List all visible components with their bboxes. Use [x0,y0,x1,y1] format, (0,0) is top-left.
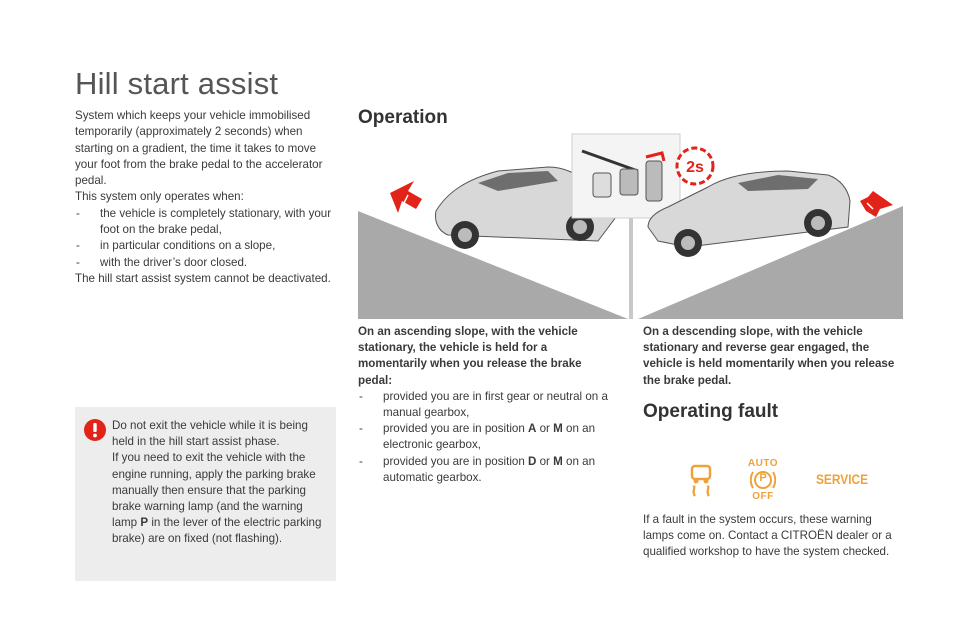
descending-caption: On a descending slope, with the vehicle stationary and reverse gear engaged, the vehicle is held momentarily when you release the brake pedal. [643,325,895,387]
fault-text: If a fault in the system occurs, these warning lamps come on. Contact a CITROËN dealer or a qualified workshop to have the system checked. [643,513,892,559]
page-title: Hill start assist [75,66,279,101]
ascending-item: - provided you are in position A or M on an electronic gearbox, [359,422,596,452]
warning-note [75,407,336,581]
svg-text:2s: 2s [686,159,704,176]
warning-lamps [683,458,883,504]
condition-item: - in particular conditions on a slope, [76,239,276,253]
timer-icon [677,148,713,184]
arrow-icon [390,181,422,213]
intro-text [75,108,335,287]
intro-para-2: This system only operates when: [75,190,244,204]
operation-heading: Operation [358,107,448,128]
intro-para-3: The hill start assist system cannot be deactivated. [75,271,331,285]
pedal-inset [572,134,680,218]
skid-warning-icon [683,463,719,499]
auto-p-off-lamp: AUTO P OFF [747,458,779,502]
operating-fault-heading: Operating fault [643,401,779,422]
service-lamp: SERVICE [816,471,869,487]
condition-item: - with the driver’s door closed. [76,255,248,269]
ascending-item: - provided you are in position D or M on an automatic gearbox. [359,454,596,484]
ascending-caption: On an ascending slope, with the vehicle stationary, the vehicle is held for a momentarily when you release the brake pedal: - provided you are in first gear or neutral on a manual gearbox, - provided you are in position A or M on an electronic gearbox, - provided you are in position D or M on an automatic gearbox. [358,324,618,486]
intro-para-1: System which keeps your vehicle immobilised temporarily (approximately 2 seconds) when starting on a gradient, the time it takes to move your foot from the brake pedal to the accelerator pedal. [75,109,323,188]
warning-note-text: Do not exit the vehicle while it is being held in the hill start assist phase. If you need to exit the vehicle with the engine running, apply the parking brake manually then ensure that the parking brake warning lamp (and the warning lamp P in the lever of the electric parking brake) are on fixed (not flashing). [112,419,322,546]
ascending-item: - provided you are in first gear or neutral on a manual gearbox, [359,389,608,420]
warning-icon [84,419,106,441]
condition-item: - the vehicle is completely stationary, with your foot on the brake pedal, [76,206,332,237]
hill-start-illustration [358,131,903,319]
